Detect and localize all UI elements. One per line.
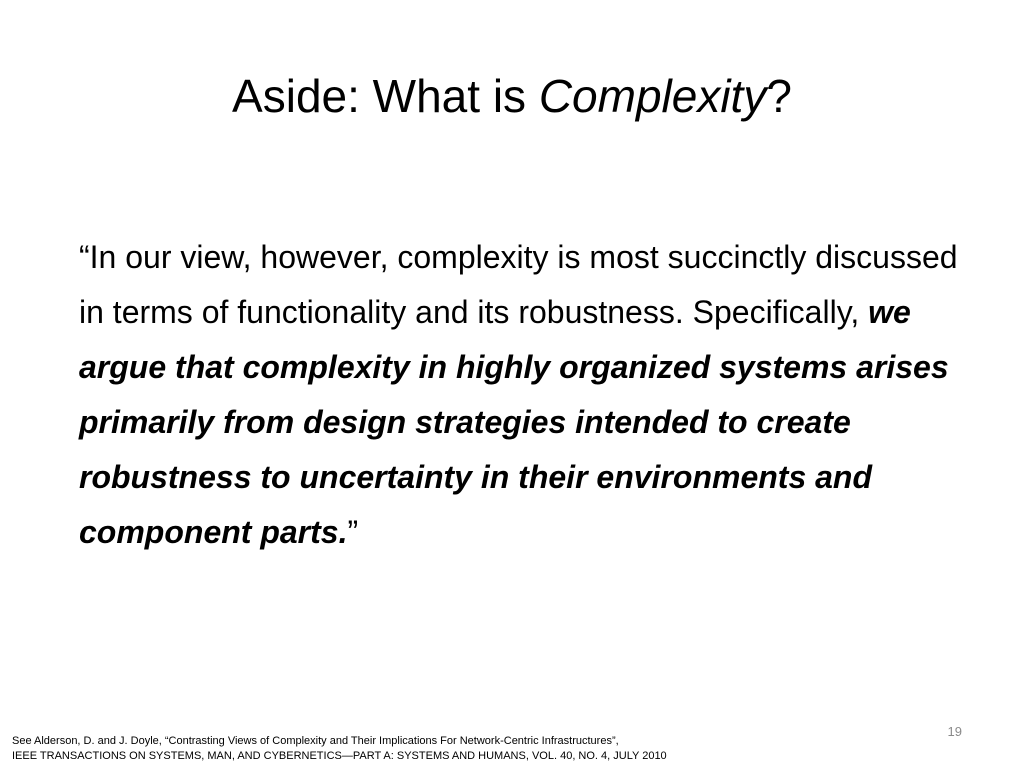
title-suffix: ? xyxy=(766,70,792,122)
quote-open-mark: “ xyxy=(79,239,90,275)
page-number: 19 xyxy=(947,724,962,739)
title-prefix: Aside: What is xyxy=(232,70,539,122)
quote-close-mark: ” xyxy=(347,514,359,550)
citation-line-2: IEEE TRANSACTIONS ON SYSTEMS, MAN, AND CYBERNETICS—PART A: SYSTEMS AND HUMANS, VOL. 40, NO. 4, JULY 2010 xyxy=(12,750,667,762)
quote-plain-text: In our view, however, complexity is most succinctly discussed in terms of functionality and its robustness. Specifically, xyxy=(79,239,958,330)
slide-title xyxy=(0,66,1024,126)
citation-line-1: See Alderson, D. and J. Doyle, “Contrasting Views of Complexity and Their Implications For Network-Centric Infrastructures”, xyxy=(12,735,619,747)
title-emphasis: Complexity xyxy=(538,70,767,122)
citation xyxy=(12,734,752,764)
quote-emphasis-text: we argue that complexity in highly organized systems arises primarily from design strategies intended to create robustness to uncertainty in their environments and component parts. xyxy=(79,294,949,550)
quote-block xyxy=(79,230,959,560)
